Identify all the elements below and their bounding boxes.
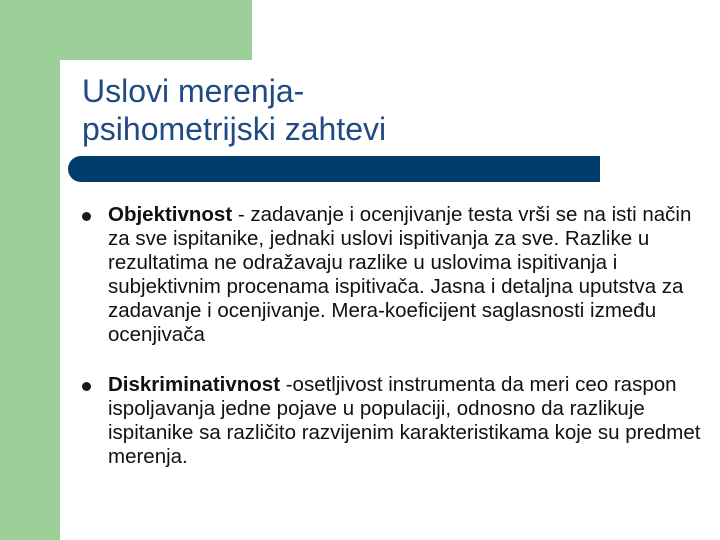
bullet-item-objektivnost bbox=[80, 203, 710, 347]
bullet-item-diskriminativnost bbox=[80, 373, 710, 469]
slide-title-line-2: psihometrijski zahtevi bbox=[82, 111, 387, 147]
decorative-green-sidebar bbox=[0, 0, 60, 540]
bullet-term: Objektivnost bbox=[108, 203, 233, 226]
bullet-term: Diskriminativnost bbox=[108, 373, 281, 396]
decorative-green-header bbox=[0, 0, 252, 60]
bullet-text: - zadavanje i ocenjivanje testa vrši se na isti način za sve ispitanike, jednaki uslovi ispitivanja za sve. Razlike u rezultatima ne odražavaju razlike u uslovima ispitivanja i subjektivnim procenama ispitivača. Jasna i detaljna uputstva za zadavanje i ocenjivanje. Mera-koeficijent saglasnosti između ocenjivača bbox=[108, 203, 692, 346]
title-underline-bar bbox=[68, 156, 600, 182]
slide-title bbox=[82, 72, 386, 148]
bullet-text: -osetljivost instrumenta da meri ceo raspon ispoljavanja jedne pojave u populaciji, odnosno da razlikuje ispitanike sa različito razvijenim karakteristikama koje su predmet merenja. bbox=[108, 373, 701, 468]
slide-title-line-1: Uslovi merenja- bbox=[82, 73, 305, 109]
bullet-dot-icon bbox=[82, 212, 91, 221]
bullet-list bbox=[80, 203, 710, 469]
bullet-dot-icon bbox=[82, 382, 91, 391]
